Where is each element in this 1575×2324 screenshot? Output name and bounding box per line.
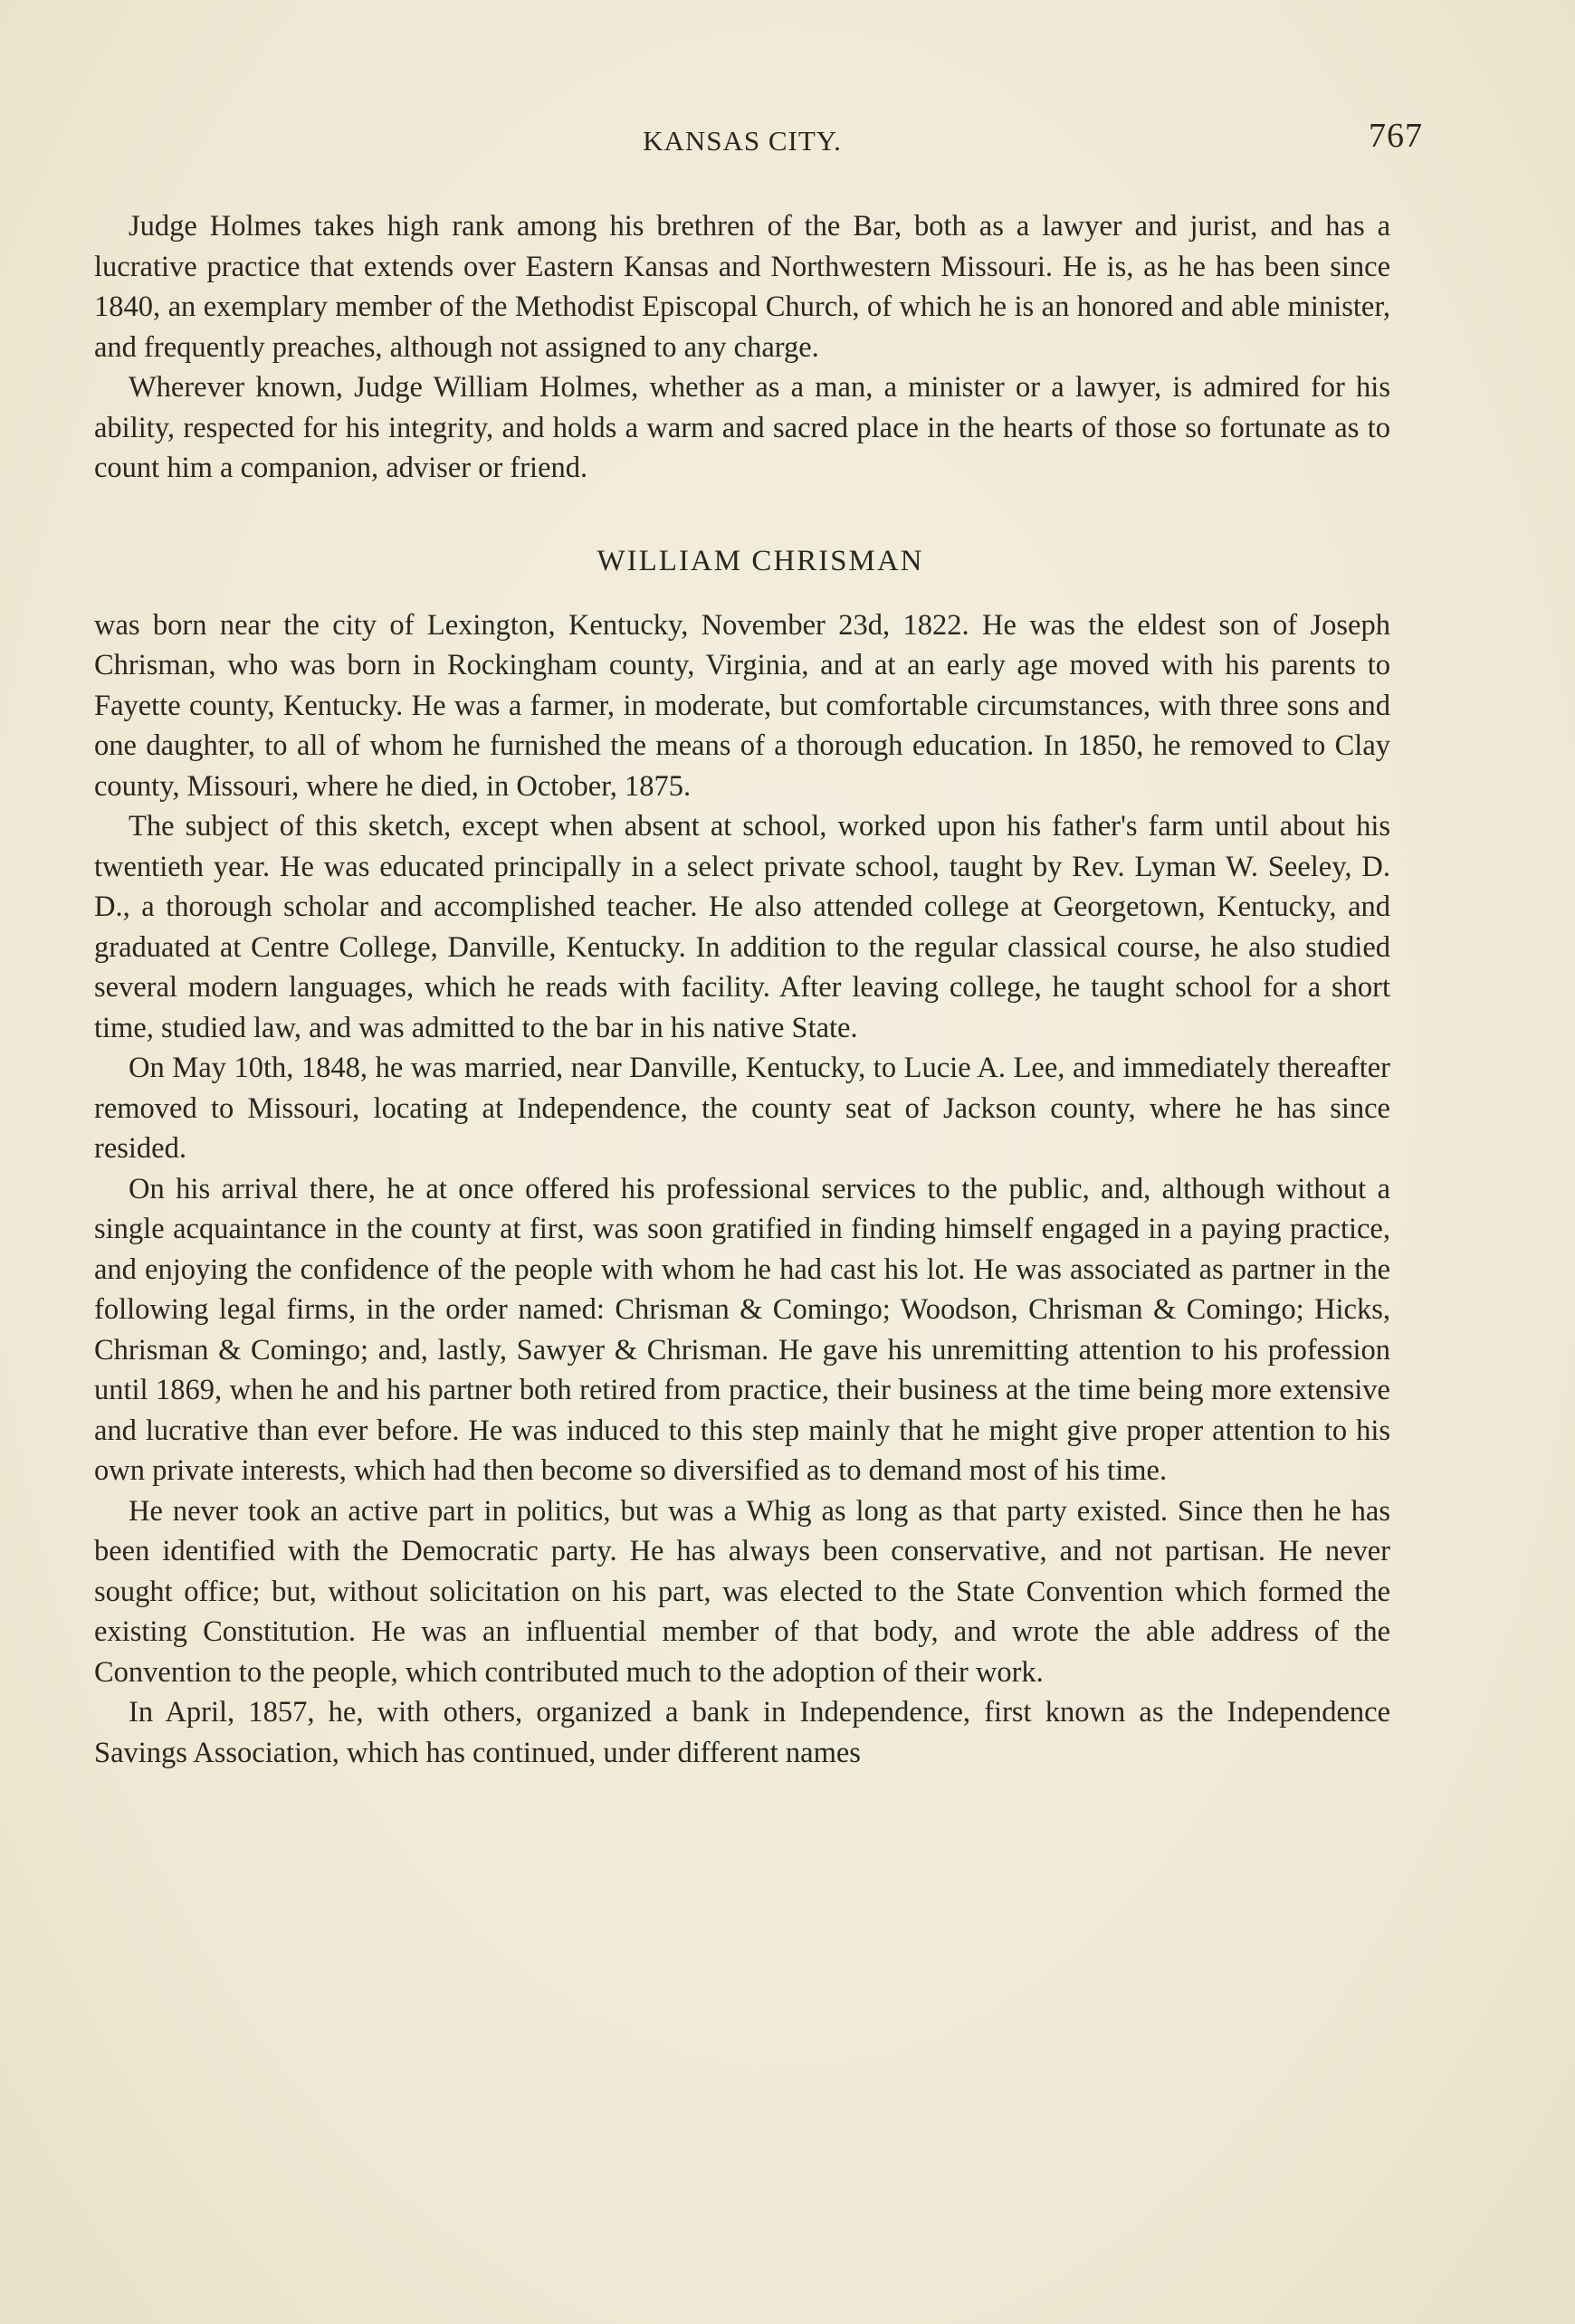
section-heading: WILLIAM CHRISMAN — [597, 544, 924, 577]
paragraph: The subject of this sketch, except when absent at school, worked upon his father's farm until about his twentieth year. He was educated principally in a select private school, taught by Rev. Lyman W. Seeley, D. D., a thorough scholar and accomplished teacher. He also attended college at Georgetown, Kentucky, and graduated at Centre College, Danville, Kentucky. In addition to the regular classical course, he also studied several modern languages, which he reads with facility. After leaving college, he taught school for a short time, studied law, and was admitted to the bar in his native State. — [94, 810, 1390, 1044]
body-text — [94, 206, 1390, 1773]
running-head: KANSAS CITY. — [643, 125, 842, 157]
paragraph: In April, 1857, he, with others, organized a bank in Independence, first known as the Independence Savings Association, which has continued, under different names — [94, 1696, 1390, 1769]
page-number: 767 — [1369, 117, 1423, 155]
paragraph: was born near the city of Lexington, Kentucky, November 23d, 1822. He was the eldest son of Joseph Chrisman, who was born in Rockingham county, Virginia, and at an early age moved with his parents to Fayette county, Kentucky. He was a farmer, in moderate, but comfortable circumstances, with three sons and one daughter, to all of whom he furnished the means of a thorough education. In 1850, he removed to Clay county, Missouri, where he died, in October, 1875. — [94, 608, 1390, 803]
paragraph: On May 10th, 1848, he was married, near Danville, Kentucky, to Lucie A. Lee, and immediately thereafter removed to Missouri, locating at Independence, the county seat of Jackson county, where he has since resided. — [94, 1052, 1390, 1165]
paragraph: Judge Holmes takes high rank among his brethren of the Bar, both as a lawyer and jurist, and has a lucrative practice that extends over Eastern Kansas and Northwestern Missouri. He is, as he has been since 1840, an exemplary member of the Methodist Episcopal Church, of which he is an honored and able minister, and frequently preaches, although not assigned to any charge. — [94, 210, 1390, 364]
paragraph: He never took an active part in politics, but was a Whig as long as that party existed. Since then he has been identified with the Democratic party. He has always been conservative, and not partisan. He never sought office; but, without solicitation on his part, was elected to the State Convention which formed the existing Constitution. He was an influential member of that body, and wrote the able address of the Convention to the people, which contributed much to the adoption of their work. — [94, 1494, 1390, 1689]
paragraph: On his arrival there, he at once offered his professional services to the public, and, although without a single acquaintance in the county at first, was soon gratified in finding himself engaged in a paying practice, and enjoying the confidence of the people with whom he had cast his lot. He was associated as partner in the following legal firms, in the order named: Chrisman & Comingo; Woodson, Chrisman & Comingo; Hicks, Chrisman & Comingo; and, lastly, Sawyer & Chrisman. He gave his unremitting attention to his profession until 1869, when he and his partner both retired from practice, their business at the time being more extensive and lucrative than ever before. He was induced to this step mainly that he might give proper attention to his own private interests, which had then become so diversified as to demand most of his time. — [94, 1172, 1390, 1487]
paragraph: Wherever known, Judge William Holmes, whether as a man, a minister or a lawyer, is admired for his ability, respected for his integrity, and holds a warm and sacred place in the hearts of those so fortunate as to count him a companion, adviser or friend. — [94, 371, 1390, 484]
